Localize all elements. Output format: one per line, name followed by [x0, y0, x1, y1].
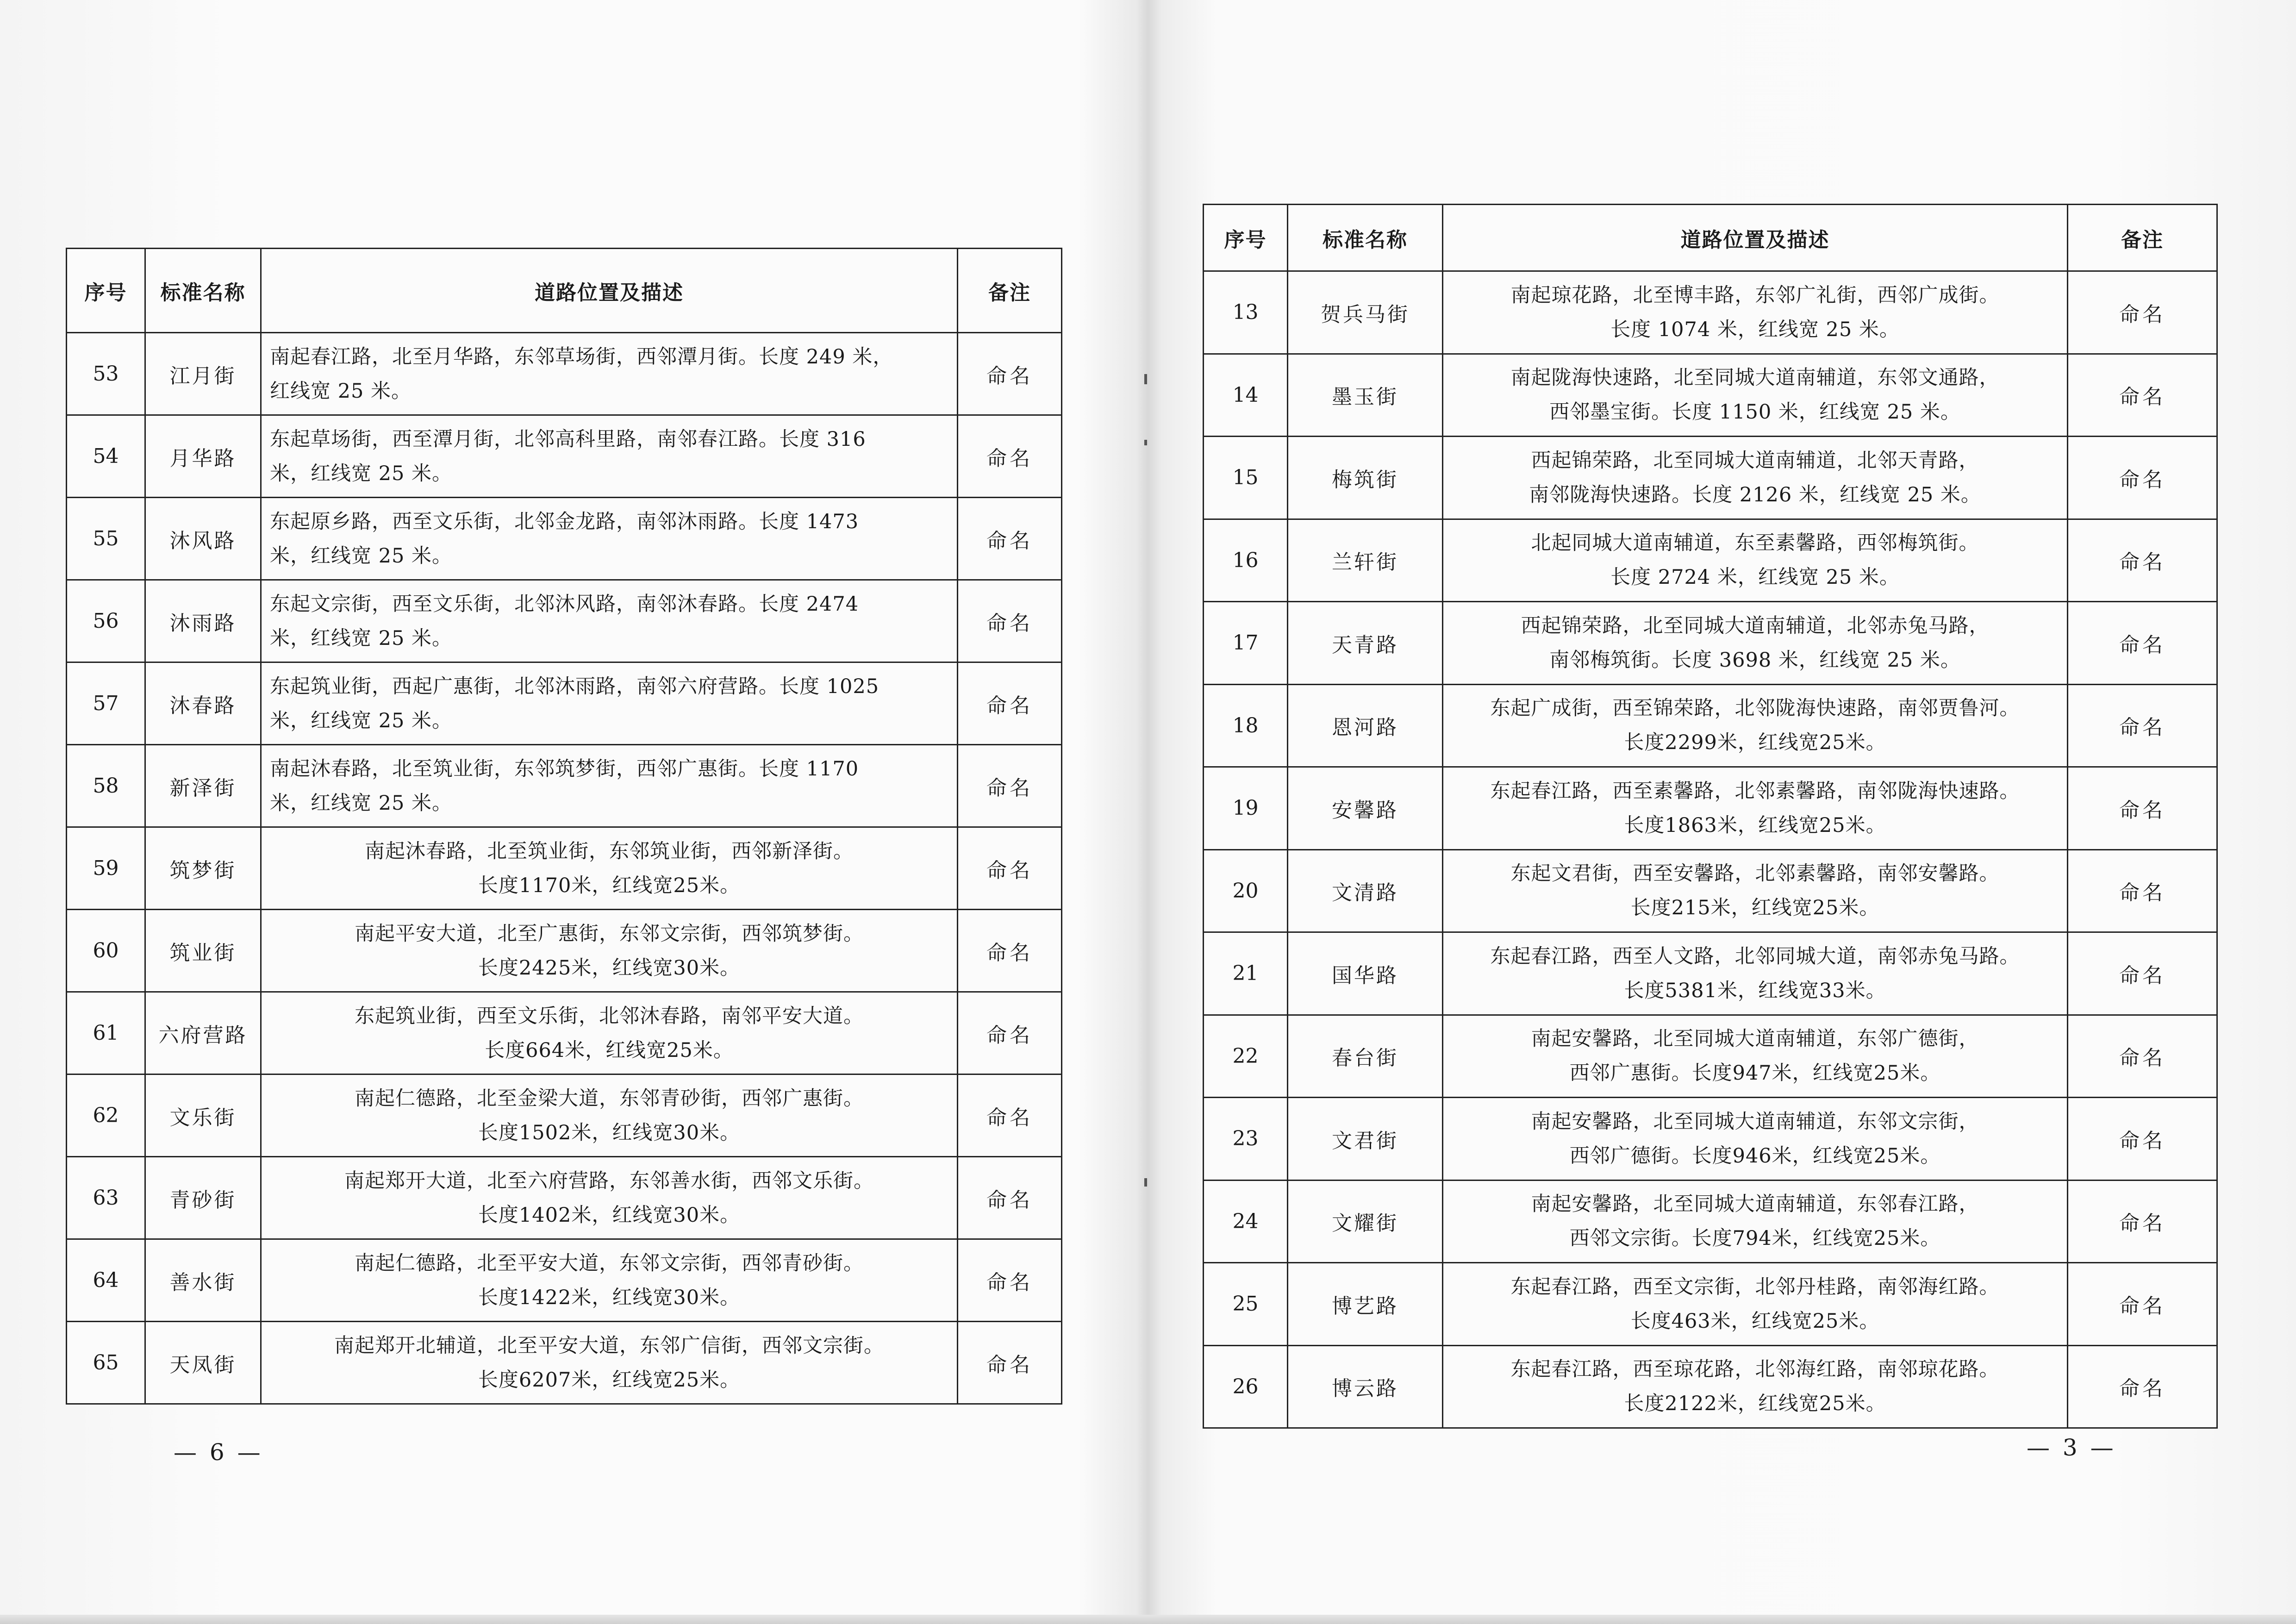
table-row — [67, 910, 1062, 992]
remark-cell: 命名 — [2068, 519, 2217, 602]
description-line: 南起仁德路，北至金梁大道，东邻青砂街，西邻广惠街。 — [355, 1087, 864, 1110]
road-description-cell — [1443, 1263, 2068, 1346]
row-number-cell: 62 — [67, 1074, 145, 1157]
description-line: 东起草场街，西至潭月街，北邻高科里路，南邻春江路。长度 316 — [270, 427, 866, 451]
description-line: 南起仁德路，北至平安大道，东邻文宗街，西邻青砂街。 — [355, 1251, 864, 1275]
table-row — [1204, 271, 2217, 354]
description-line: 西邻墨宝街。长度 1150 米，红线宽 25 米。 — [1549, 400, 1961, 424]
road-name-cell: 贺兵马街 — [1288, 271, 1443, 354]
column-header-note: 备注 — [958, 249, 1062, 333]
row-number-cell: 56 — [67, 580, 145, 662]
remark-cell: 命名 — [2068, 354, 2217, 437]
row-number-cell: 55 — [67, 498, 145, 580]
road-description-cell — [261, 662, 958, 745]
remark-cell: 命名 — [958, 333, 1062, 415]
description-line: 西起锦荣路，北至同城大道南辅道，北邻赤兔马路， — [1521, 614, 1990, 637]
road-name-cell: 国华路 — [1288, 932, 1443, 1015]
description-line: 长度 2724 米，红线宽 25 米。 — [1610, 566, 1900, 589]
description-line: 南起安馨路，北至同城大道南辅道，东邻广德街， — [1531, 1027, 1979, 1051]
description-line: 南起郑开大道，北至六府营路，东邻善水街，西邻文乐街。 — [344, 1169, 874, 1193]
description-line: 南起郑开北辅道，北至平安大道，东邻广信街，西邻文宗街。 — [334, 1334, 884, 1357]
row-number-cell: 53 — [67, 333, 145, 415]
description-line: 长度 1074 米，红线宽 25 米。 — [1610, 318, 1900, 341]
description-line: 米，红线宽 25 米。 — [270, 462, 453, 485]
road-name-cell: 沐雨路 — [145, 580, 261, 662]
description-line: 西邻文宗街。长度794米，红线宽25米。 — [1569, 1227, 1941, 1250]
road-description-cell — [261, 498, 958, 580]
remark-cell: 命名 — [2068, 271, 2217, 354]
description-line: 米，红线宽 25 米。 — [270, 626, 453, 650]
road-description-cell — [1443, 1345, 2068, 1428]
description-line: 东起春江路，西至琼花路，北邻海红路，南邻琼花路。 — [1510, 1358, 2000, 1381]
road-description-cell — [1443, 932, 2068, 1015]
table-row — [1204, 684, 2217, 767]
remark-cell: 命名 — [2068, 932, 2217, 1015]
remark-cell: 命名 — [958, 827, 1062, 910]
row-number-cell: 63 — [67, 1157, 145, 1239]
road-name-cell: 博艺路 — [1288, 1263, 1443, 1346]
row-number-cell: 64 — [67, 1239, 145, 1322]
row-number-cell: 20 — [1204, 849, 1288, 932]
table-row — [1204, 437, 2217, 519]
road-name-cell: 春台街 — [1288, 1015, 1443, 1098]
table-row — [67, 827, 1062, 910]
row-number-cell: 61 — [67, 992, 145, 1074]
remark-cell: 命名 — [958, 1239, 1062, 1322]
road-table-right — [1203, 204, 2218, 1429]
road-description-cell — [1443, 437, 2068, 519]
road-description-cell — [1443, 602, 2068, 685]
column-header-note: 备注 — [2068, 205, 2217, 271]
road-name-cell: 江月街 — [145, 333, 261, 415]
road-name-cell: 墨玉街 — [1288, 354, 1443, 437]
remark-cell: 命名 — [2068, 767, 2217, 850]
description-line: 东起筑业街，西起广惠街，北邻沐雨路，南邻六府营路。长度 1025 — [270, 675, 880, 698]
description-line: 长度1502米，红线宽30米。 — [478, 1121, 741, 1144]
row-number-cell: 54 — [67, 415, 145, 498]
column-header-no: 序号 — [67, 249, 145, 333]
description-line: 南起安馨路，北至同城大道南辅道，东邻文宗街， — [1531, 1110, 1979, 1133]
remark-cell: 命名 — [958, 1322, 1062, 1404]
remark-cell: 命名 — [958, 992, 1062, 1074]
description-line: 长度1402米，红线宽30米。 — [478, 1203, 741, 1227]
row-number-cell: 18 — [1204, 684, 1288, 767]
table-header-row — [67, 249, 1062, 333]
road-name-cell: 天凤街 — [145, 1322, 261, 1404]
remark-cell: 命名 — [2068, 1263, 2217, 1346]
row-number-cell: 16 — [1204, 519, 1288, 602]
table-row — [1204, 932, 2217, 1015]
row-number-cell: 15 — [1204, 437, 1288, 519]
description-line: 南起陇海快速路，北至同城大道南辅道，东邻文通路， — [1510, 366, 2000, 390]
description-line: 长度2425米，红线宽30米。 — [478, 956, 741, 980]
road-name-cell: 沐风路 — [145, 498, 261, 580]
row-number-cell: 21 — [1204, 932, 1288, 1015]
row-number-cell: 60 — [67, 910, 145, 992]
road-name-cell: 梅筑街 — [1288, 437, 1443, 519]
remark-cell: 命名 — [958, 910, 1062, 992]
road-description-cell — [261, 827, 958, 910]
road-description-cell — [1443, 849, 2068, 932]
road-name-cell: 兰轩街 — [1288, 519, 1443, 602]
description-line: 东起春江路，西至素馨路，北邻素馨路，南邻陇海快速路。 — [1490, 779, 2020, 803]
description-line: 西邻广德街。长度946米，红线宽25米。 — [1569, 1144, 1941, 1168]
road-name-cell: 文清路 — [1288, 849, 1443, 932]
row-number-cell: 58 — [67, 745, 145, 827]
description-line: 东起原乡路，西至文乐街，北邻金龙路，南邻沐雨路。长度 1473 — [270, 510, 859, 533]
table-row — [67, 333, 1062, 415]
table-body-left — [67, 333, 1062, 1404]
description-line: 东起文君街，西至安馨路，北邻素馨路，南邻安馨路。 — [1510, 862, 2000, 886]
table-row — [1204, 1098, 2217, 1181]
table-row — [1204, 602, 2217, 685]
table-row — [1204, 1263, 2217, 1346]
road-name-cell: 文君街 — [1288, 1098, 1443, 1181]
road-description-cell — [261, 1074, 958, 1157]
remark-cell: 命名 — [2068, 1345, 2217, 1428]
row-number-cell: 65 — [67, 1322, 145, 1404]
road-description-cell — [261, 1239, 958, 1322]
road-name-cell: 文耀街 — [1288, 1180, 1443, 1263]
description-line: 长度1863米，红线宽25米。 — [1624, 813, 1886, 837]
description-line: 长度1422米，红线宽30米。 — [478, 1286, 741, 1309]
description-line: 东起春江路，西至人文路，北邻同城大道，南邻赤兔马路。 — [1490, 944, 2020, 968]
description-line: 长度6207米，红线宽25米。 — [478, 1368, 741, 1392]
table-row — [67, 1157, 1062, 1239]
row-number-cell: 25 — [1204, 1263, 1288, 1346]
column-header-name: 标准名称 — [145, 249, 261, 333]
column-header-desc: 道路位置及描述 — [261, 249, 958, 333]
description-line: 长度2299米，红线宽25米。 — [1624, 731, 1886, 755]
description-line: 米，红线宽 25 米。 — [270, 709, 453, 732]
remark-cell: 命名 — [958, 498, 1062, 580]
remark-cell: 命名 — [958, 415, 1062, 498]
column-header-desc: 道路位置及描述 — [1443, 205, 2068, 271]
row-number-cell: 14 — [1204, 354, 1288, 437]
description-line: 南邻梅筑街。长度 3698 米，红线宽 25 米。 — [1549, 648, 1961, 672]
table-row — [67, 415, 1062, 498]
description-line: 西邻广惠街。长度947米，红线宽25米。 — [1569, 1062, 1941, 1085]
row-number-cell: 17 — [1204, 602, 1288, 685]
table-row — [67, 662, 1062, 745]
row-number-cell: 57 — [67, 662, 145, 745]
row-number-cell: 19 — [1204, 767, 1288, 850]
road-name-cell: 文乐街 — [145, 1074, 261, 1157]
remark-cell: 命名 — [958, 745, 1062, 827]
road-name-cell: 筑业街 — [145, 910, 261, 992]
road-name-cell: 博云路 — [1288, 1345, 1443, 1428]
description-line: 东起春江路，西至文宗街，北邻丹桂路，南邻海红路。 — [1510, 1275, 2000, 1299]
description-line: 米，红线宽 25 米。 — [270, 544, 453, 568]
table-row — [67, 992, 1062, 1074]
road-description-cell — [261, 333, 958, 415]
column-header-name: 标准名称 — [1288, 205, 1443, 271]
remark-cell: 命名 — [2068, 684, 2217, 767]
fold-mark — [1144, 374, 1147, 384]
table-row — [1204, 849, 2217, 932]
table-row — [67, 1074, 1062, 1157]
road-description-cell — [261, 745, 958, 827]
remark-cell: 命名 — [958, 1074, 1062, 1157]
fold-mark — [1144, 1178, 1147, 1187]
remark-cell: 命名 — [2068, 1180, 2217, 1263]
description-line: 东起筑业街，西至文乐街，北邻沐春路，南邻平安大道。 — [355, 1004, 864, 1028]
remark-cell: 命名 — [2068, 1015, 2217, 1098]
description-line: 南起沐春路，北至筑业街，东邻筑梦街，西邻广惠街。长度 1170 — [270, 757, 859, 781]
road-description-cell — [1443, 1098, 2068, 1181]
description-line: 长度5381米，红线宽33米。 — [1624, 979, 1886, 1002]
fold-mark — [1144, 440, 1147, 445]
road-description-cell — [1443, 1015, 2068, 1098]
remark-cell: 命名 — [958, 662, 1062, 745]
remark-cell: 命名 — [2068, 602, 2217, 685]
road-name-cell: 筑梦街 — [145, 827, 261, 910]
row-number-cell: 26 — [1204, 1345, 1288, 1428]
description-line: 南起春江路，北至月华路，东邻草场街，西邻潭月街。长度 249 米， — [270, 345, 893, 369]
road-name-cell: 安馨路 — [1288, 767, 1443, 850]
table-row — [67, 580, 1062, 662]
road-description-cell — [1443, 519, 2068, 602]
description-line: 长度1170米，红线宽25米。 — [478, 874, 741, 897]
description-line: 长度463米，红线宽25米。 — [1630, 1309, 1880, 1333]
road-table-left — [66, 248, 1062, 1405]
road-description-cell — [1443, 271, 2068, 354]
page-number-right: — 3 — — [2027, 1434, 2116, 1461]
road-description-cell — [261, 1157, 958, 1239]
remark-cell: 命名 — [2068, 1098, 2217, 1181]
description-line: 南起沐春路，北至筑业街，东邻筑业街，西邻新泽街。 — [365, 839, 854, 863]
road-description-cell — [261, 580, 958, 662]
page-number-left: — 6 — — [174, 1439, 263, 1466]
table-row — [67, 1239, 1062, 1322]
row-number-cell: 24 — [1204, 1180, 1288, 1263]
road-name-cell: 沐春路 — [145, 662, 261, 745]
description-line: 红线宽 25 米。 — [270, 379, 412, 403]
table-row — [67, 1322, 1062, 1404]
description-line: 东起广成街，西至锦荣路，北邻陇海快速路，南邻贾鲁河。 — [1490, 697, 2020, 720]
road-description-cell — [261, 992, 958, 1074]
description-line: 南邻陇海快速路。长度 2126 米，红线宽 25 米。 — [1529, 483, 1981, 506]
description-line: 西起锦荣路，北至同城大道南辅道，北邻天青路， — [1531, 449, 1979, 472]
remark-cell: 命名 — [2068, 437, 2217, 519]
table-row — [1204, 354, 2217, 437]
road-name-cell: 善水街 — [145, 1239, 261, 1322]
row-number-cell: 59 — [67, 827, 145, 910]
row-number-cell: 13 — [1204, 271, 1288, 354]
road-description-cell — [261, 415, 958, 498]
remark-cell: 命名 — [958, 580, 1062, 662]
road-name-cell: 天青路 — [1288, 602, 1443, 685]
table-row — [67, 498, 1062, 580]
description-line: 东起文宗街，西至文乐街，北邻沐风路，南邻沐春路。长度 2474 — [270, 592, 859, 616]
table-row — [1204, 1180, 2217, 1263]
table-row — [1204, 1015, 2217, 1098]
page-bottom-edge — [0, 1615, 2296, 1624]
row-number-cell: 23 — [1204, 1098, 1288, 1181]
road-name-cell: 六府营路 — [145, 992, 261, 1074]
description-line: 米，红线宽 25 米。 — [270, 791, 453, 815]
description-line: 长度215米，红线宽25米。 — [1630, 896, 1880, 920]
description-line: 南起安馨路，北至同城大道南辅道，东邻春江路， — [1531, 1193, 1979, 1216]
table-header-row — [1204, 205, 2217, 271]
road-name-cell: 新泽街 — [145, 745, 261, 827]
road-description-cell — [1443, 354, 2068, 437]
description-line: 长度664米，红线宽25米。 — [485, 1038, 734, 1062]
road-description-cell — [1443, 1180, 2068, 1263]
column-header-no: 序号 — [1204, 205, 1288, 271]
table-row — [1204, 519, 2217, 602]
description-line: 北起同城大道南辅道，东至素馨路，西邻梅筑街。 — [1531, 531, 1979, 555]
road-name-cell: 月华路 — [145, 415, 261, 498]
table-row — [67, 745, 1062, 827]
road-description-cell — [1443, 684, 2068, 767]
road-description-cell — [261, 910, 958, 992]
description-line: 南起平安大道，北至广惠街，东邻文宗街，西邻筑梦街。 — [355, 922, 864, 945]
table-body-right — [1204, 271, 2217, 1428]
description-line: 长度2122米，红线宽25米。 — [1624, 1392, 1886, 1416]
road-description-cell — [261, 1322, 958, 1404]
table-row — [1204, 767, 2217, 850]
road-name-cell: 青砂街 — [145, 1157, 261, 1239]
description-line: 南起琼花路，北至博丰路，东邻广礼街，西邻广成街。 — [1510, 283, 2000, 307]
table-row — [1204, 1345, 2217, 1428]
road-description-cell — [1443, 767, 2068, 850]
remark-cell: 命名 — [958, 1157, 1062, 1239]
road-name-cell: 恩河路 — [1288, 684, 1443, 767]
remark-cell: 命名 — [2068, 849, 2217, 932]
row-number-cell: 22 — [1204, 1015, 1288, 1098]
